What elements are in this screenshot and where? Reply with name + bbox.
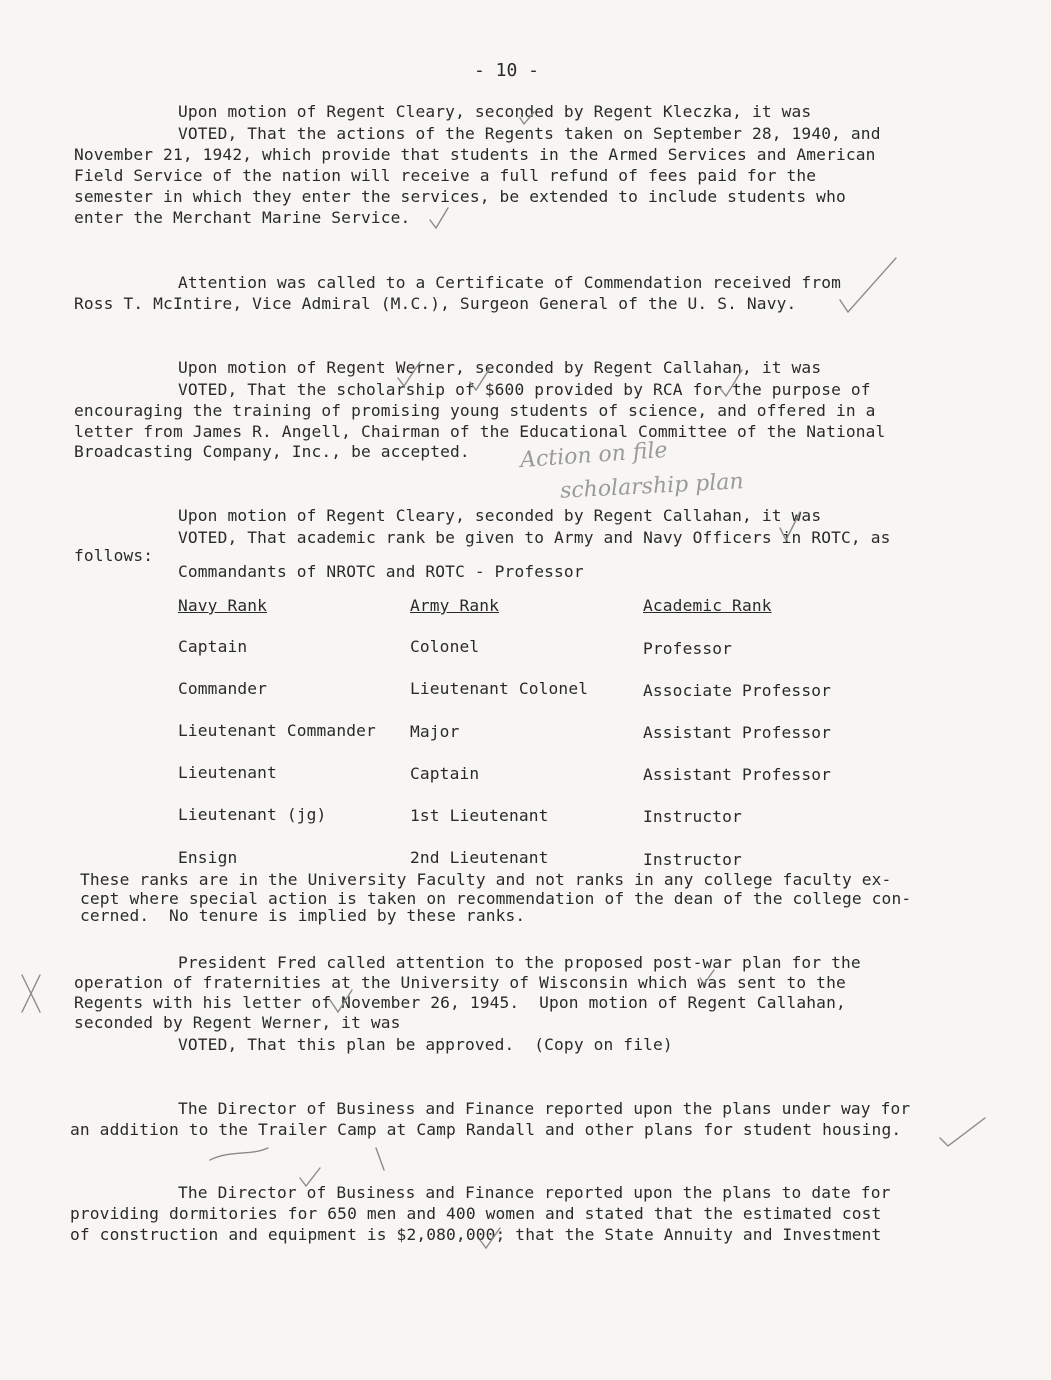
table-cell: Professor <box>643 639 733 658</box>
table-cell: Colonel <box>410 637 480 656</box>
para6-line2: operation of fraternities at the University of Wisconsin which was sent to the <box>74 973 846 992</box>
table-cell: Associate Professor <box>643 681 832 700</box>
para1-line1: Upon motion of Regent Cleary, seconded by Regent Kleczka, it was <box>178 102 812 121</box>
table-cell: Lieutenant Commander <box>178 721 376 740</box>
page-number: - 10 - <box>474 60 540 81</box>
table-cell: Lieutenant (jg) <box>178 805 327 824</box>
para5-line2: cept where special action is taken on recommendation of the dean of the college con- <box>80 889 912 908</box>
table-cell: Assistant Professor <box>643 765 832 784</box>
table-cell: Major <box>410 722 460 741</box>
header-academic-rank: Academic Rank <box>643 596 772 615</box>
para2-line1: Attention was called to a Certificate of Commendation received from <box>178 273 842 292</box>
para1-line5: semester in which they enter the services, be extended to include students who <box>74 187 846 206</box>
table-cell: 1st Lieutenant <box>410 806 549 825</box>
para7-line1: The Director of Business and Finance reported upon the plans under way for <box>178 1099 911 1118</box>
handwritten-note-scholarship: scholarship plan <box>559 469 745 504</box>
header-army-rank: Army Rank <box>410 596 500 615</box>
para2-line2: Ross T. McIntire, Vice Admiral (M.C.), Surgeon General of the U. S. Navy. <box>74 294 797 313</box>
para6-line1: President Fred called attention to the proposed post-war plan for the <box>178 953 861 972</box>
para7-line2: an addition to the Trailer Camp at Camp Randall and other plans for student housing. <box>70 1120 902 1139</box>
handwritten-note-action: Action on file <box>519 437 669 474</box>
table-cell: Assistant Professor <box>643 723 832 742</box>
table-cell: Captain <box>178 637 248 656</box>
table-cell: Commander <box>178 679 268 698</box>
table-cell: Instructor <box>643 850 742 869</box>
para1-line2: VOTED, That the actions of the Regents taken on September 28, 1940, and <box>178 124 881 143</box>
para5-line3: cerned. No tenure is implied by these ranks. <box>80 906 526 925</box>
para3-line1: Upon motion of Regent Werner, seconded by Regent Callahan, it was <box>178 358 822 377</box>
para8-line2: providing dormitories for 650 men and 400 women and stated that the estimated cost <box>70 1204 882 1223</box>
table-cell: Lieutenant <box>178 763 277 782</box>
table-cell: Lieutenant Colonel <box>410 679 589 698</box>
table-cell: Captain <box>410 764 480 783</box>
para6-line4: seconded by Regent Werner, it was <box>74 1013 401 1032</box>
para6-line5: VOTED, That this plan be approved. (Copy on file) <box>178 1035 673 1054</box>
table-cell: Ensign <box>178 848 238 867</box>
para1-line3: November 21, 1942, which provide that students in the Armed Services and American <box>74 145 876 164</box>
header-navy-rank: Navy Rank <box>178 596 268 615</box>
para1-line6: enter the Merchant Marine Service. <box>74 208 411 227</box>
para3-line2: VOTED, That the scholarship of $600 provided by RCA for the purpose of <box>178 380 871 399</box>
para4-line1: Upon motion of Regent Cleary, seconded by Regent Callahan, it was <box>178 506 822 525</box>
para3-line3: encouraging the training of promising young students of science, and offered in a <box>74 401 876 420</box>
para5-line1: These ranks are in the University Faculty and not ranks in any college faculty ex- <box>80 870 892 889</box>
para8-line1: The Director of Business and Finance reported upon the plans to date for <box>178 1183 891 1202</box>
para4-line2: VOTED, That academic rank be given to Army and Navy Officers in ROTC, as <box>178 528 891 547</box>
table-cell: 2nd Lieutenant <box>410 848 549 867</box>
para4-follows: follows: <box>74 546 154 565</box>
para4-commandants: Commandants of NROTC and ROTC - Professor <box>178 562 584 581</box>
para3-line4: letter from James R. Angell, Chairman of the Educational Committee of the National <box>74 422 886 441</box>
para6-line3: Regents with his letter of November 26, 1945. Upon motion of Regent Callahan, <box>74 993 846 1012</box>
para1-line4: Field Service of the nation will receive a full refund of fees paid for the <box>74 166 817 185</box>
table-cell: Instructor <box>643 807 742 826</box>
para3-line5: Broadcasting Company, Inc., be accepted. <box>74 442 470 461</box>
para8-line3: of construction and equipment is $2,080,000; that the State Annuity and Investment <box>70 1225 882 1244</box>
